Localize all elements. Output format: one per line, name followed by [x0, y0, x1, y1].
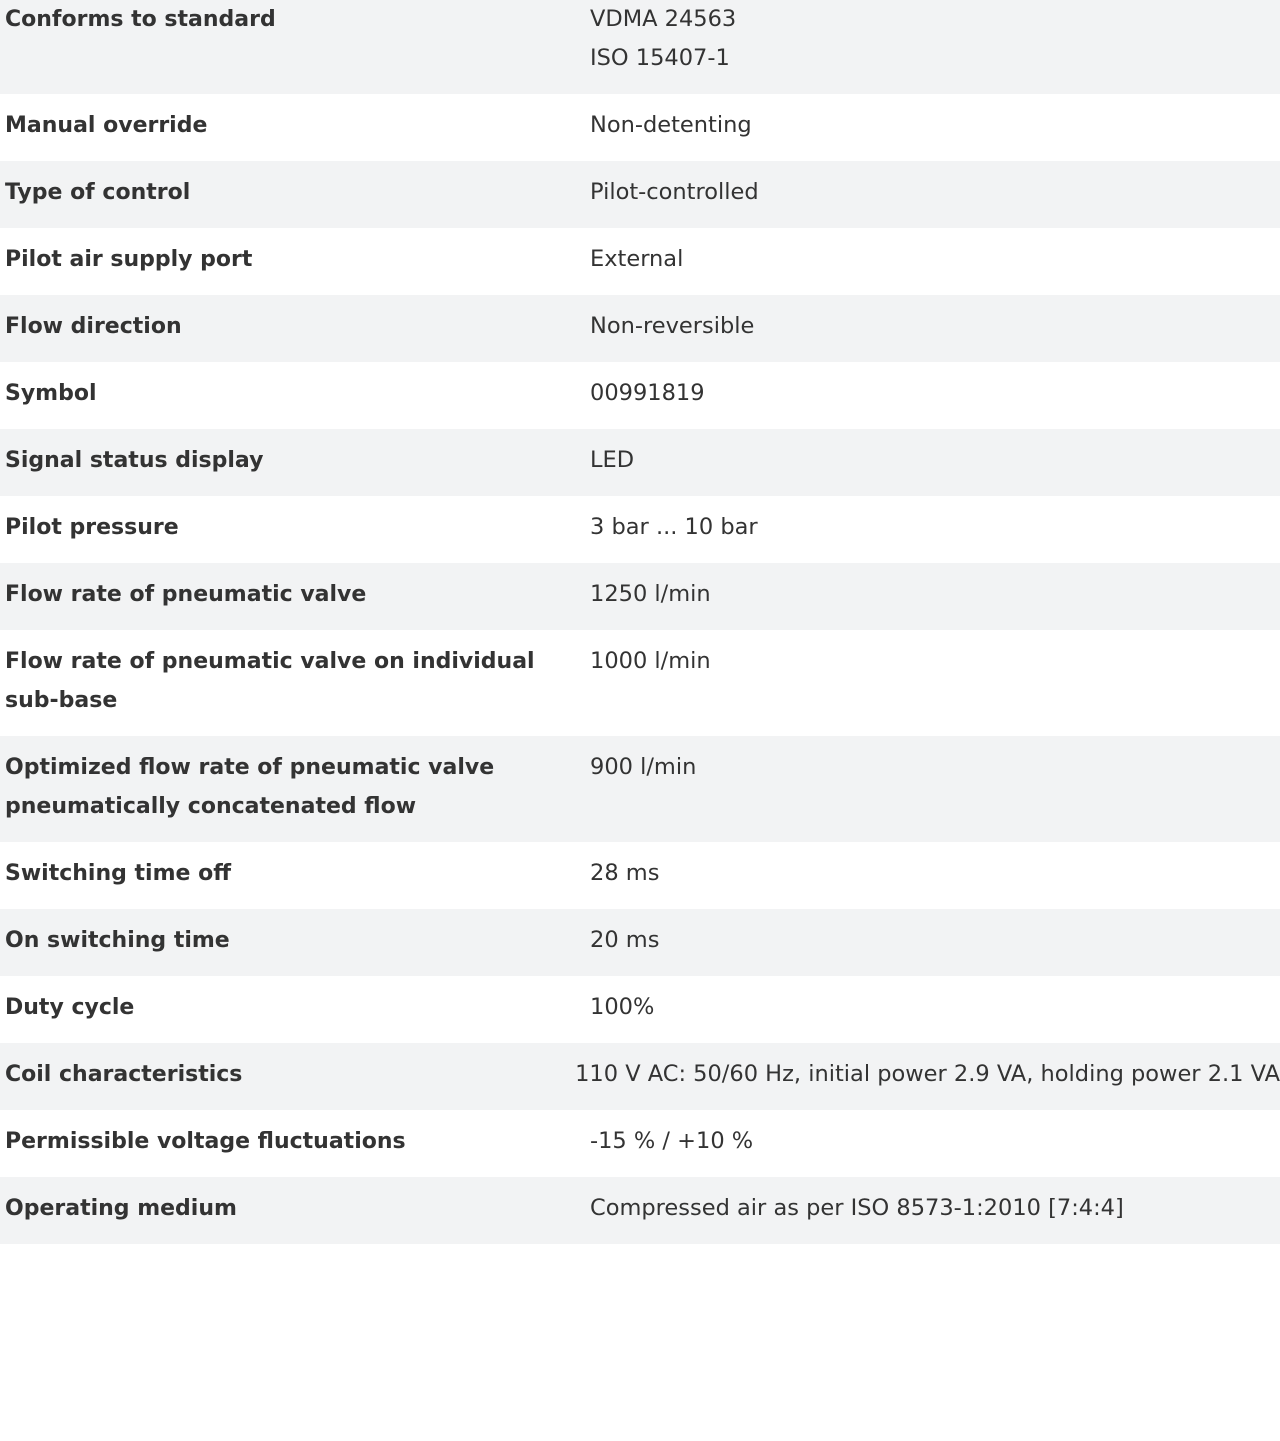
spec-value: Non-detenting [590, 112, 752, 138]
spec-label: Optimized flow rate of pneumatic valve pneumatically concatenated flow [5, 755, 495, 819]
spec-label: Flow rate of pneumatic valve [5, 582, 367, 607]
spec-row-operating-medium [0, 1177, 1280, 1244]
spec-label: Pilot air supply port [5, 247, 253, 272]
spec-value: 20 ms [590, 927, 660, 953]
spec-label: Duty cycle [5, 995, 135, 1020]
spec-label: Signal status display [5, 448, 264, 473]
spec-row-type-of-control [0, 161, 1280, 228]
spec-row-conforms-to-standard [0, 0, 1280, 94]
spec-label: Permissible voltage fluctuations [5, 1129, 406, 1154]
spec-value: External [590, 246, 684, 272]
spec-label: Switching time off [5, 861, 232, 886]
spec-label: Symbol [5, 381, 97, 406]
spec-value: 1000 l/min [590, 648, 711, 674]
spec-label: Coil characteristics [5, 1062, 243, 1087]
spec-value: -15 % / +10 % [590, 1128, 754, 1154]
spec-label: On switching time [5, 928, 230, 953]
spec-value: Pilot-controlled [590, 179, 759, 205]
spec-row-flow-rate [0, 563, 1280, 630]
spec-label: Pilot pressure [5, 515, 179, 540]
spec-value: 00991819 [590, 380, 705, 406]
spec-label: Operating medium [5, 1196, 237, 1221]
spec-value-line: ISO 15407-1 [590, 45, 730, 71]
spec-value: LED [590, 447, 635, 473]
spec-value: 110 V AC: 50/60 Hz, initial power 2.9 VA, holding power 2.1 VA [575, 1061, 1280, 1087]
spec-label: Conforms to standard [5, 7, 276, 32]
spec-label: Flow rate of pneumatic valve on individual sub-base [5, 649, 535, 713]
spec-label: Flow direction [5, 314, 182, 339]
spec-row-manual-override [0, 94, 1280, 161]
spec-label: Manual override [5, 113, 208, 138]
spec-value: Non-reversible [590, 313, 755, 339]
spec-value-line: VDMA 24563 [590, 6, 737, 32]
spec-row-pilot-air-supply-port [0, 228, 1280, 295]
spec-value: 3 bar ... 10 bar [590, 514, 758, 540]
spec-value: 28 ms [590, 860, 660, 886]
spec-value: 100% [590, 994, 655, 1020]
spec-value: 900 l/min [590, 754, 697, 780]
spec-row-signal-status-display [0, 429, 1280, 496]
spec-row-flow-direction [0, 295, 1280, 362]
spec-row-pilot-pressure [0, 496, 1280, 563]
spec-row-optimized-flow-rate [0, 736, 1280, 842]
spec-row-switching-time-off [0, 842, 1280, 909]
spec-value: 1250 l/min [590, 581, 711, 607]
spec-row-duty-cycle [0, 976, 1280, 1043]
spec-row-permissible-voltage-fluctuations [0, 1110, 1280, 1177]
spec-value [586, 0, 1280, 78]
spec-row-symbol [0, 362, 1280, 429]
spec-row-on-switching-time [0, 909, 1280, 976]
spec-row-coil-characteristics [0, 1043, 1280, 1110]
spec-value: Compressed air as per ISO 8573-1:2010 [7:4:4] [590, 1195, 1124, 1221]
spec-label: Type of control [5, 180, 191, 205]
spec-row-flow-rate-individual-sub-base [0, 630, 1280, 736]
